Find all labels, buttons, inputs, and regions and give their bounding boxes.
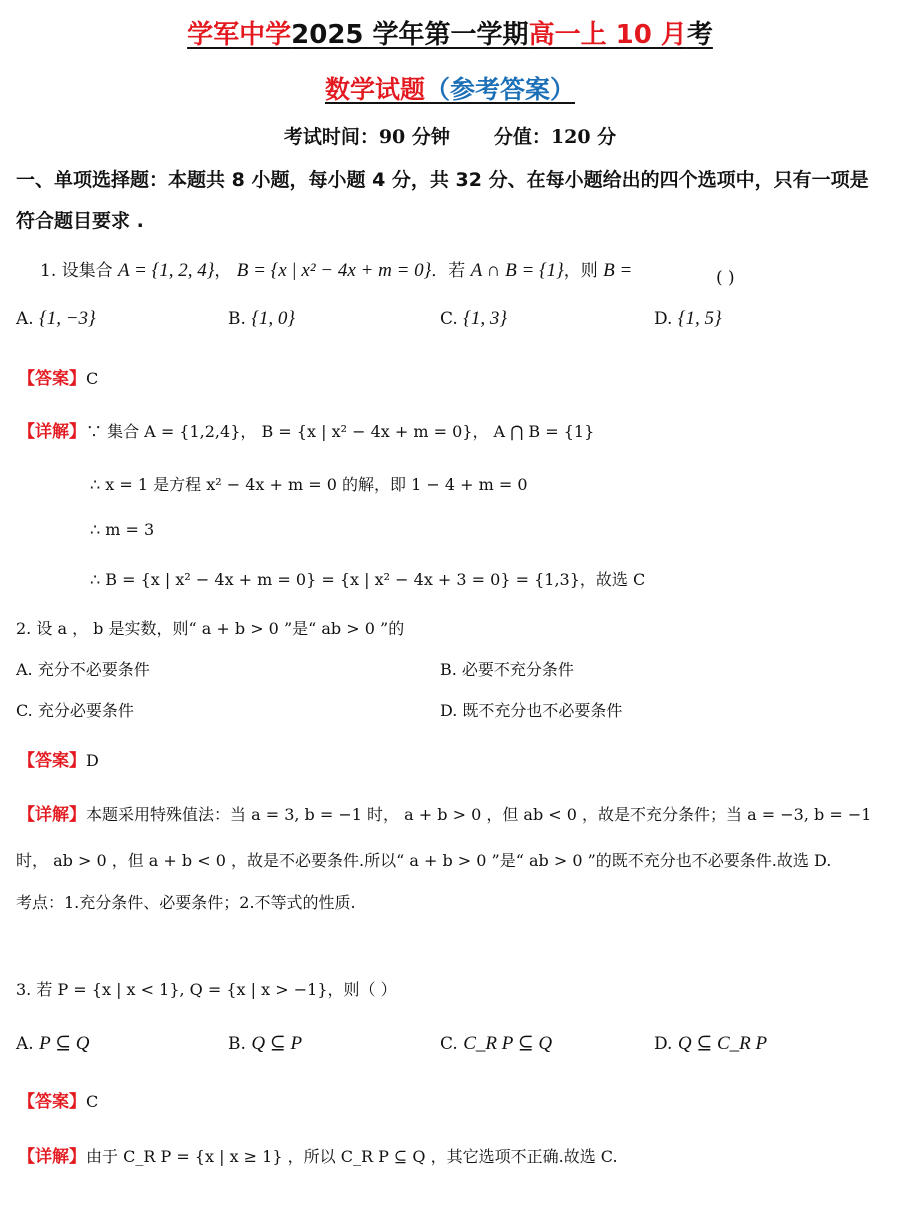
q3-option-a-value: P ⊆ Q [39,1033,90,1054]
subtitle-subject: 数学试题 [324,75,425,104]
q3-option-a-label: A. [16,1034,34,1054]
q3-option-c [440,1032,552,1055]
q3-option-b-value: Q ⊆ P [251,1033,303,1054]
q2-option-b: B. 必要不充分条件 [440,660,574,679]
q1-option-d-label: D. [654,309,673,329]
q3-detail-line-1 [18,1142,618,1167]
q2-detail-line-1 [18,800,871,825]
q1-option-b [228,308,295,330]
q1-option-b-label: B. [228,309,246,329]
q3-option-d [654,1032,767,1055]
q3-option-a [16,1032,90,1055]
q1-set-a: A = {1, 2, 4} [118,260,215,281]
q1-sep1: ， [214,261,232,281]
q3-option-b [228,1032,302,1055]
q3-detail-tag: 【详解】 [18,1147,86,1167]
q1-option-b-value: {1, 0} [251,308,296,329]
page-title [0,14,900,51]
exam-info [0,122,900,149]
q1-paren: ( ) [716,268,735,288]
q3-option-c-label: C. [440,1034,458,1054]
subtitle-answer-key: （参考答案） [425,75,576,104]
exam-score: 分值：120 分 [493,126,617,148]
q1-detail-tag: 【详解】 [18,422,86,442]
q1-detail-3: ∴ m = 3 [90,520,155,539]
q1-option-c-value: {1, 3} [463,308,507,329]
q2-stem: 2. 设 a ， b 是实数，则“ a + b > 0 ”是“ ab > 0 ”的 [16,619,405,638]
q1-detail-2: ∴ x = 1 是方程 x² − 4x + m = 0 的解，即 1 − 4 + m = 0 [90,475,528,494]
q2-answer [18,746,99,771]
q1-detail-1: ∵ 集合 A = {1,2,4}， B = {x | x² − 4x + m = 0}， A ⋂ B = {1} [86,422,595,441]
q3-option-d-label: D. [654,1034,673,1054]
q1-detail-4: ∴ B = {x | x² − 4x + m = 0} = {x | x² − 4x + 3 = 0} = {1,3}，故选 C [90,570,646,589]
q2-answer-value: D [86,751,99,770]
q1-option-d-value: {1, 5} [677,308,722,329]
q2-detail-1: 本题采用特殊值法：当 a = 3, b = −1 时， a + b > 0 ，但 ab < 0 ，故是不充分条件；当 a = −3, b = −1 [86,805,872,824]
title-term: 2025 学年第一学期 [291,20,529,50]
exam-time: 考试时间：90 分钟 [283,126,450,148]
q3-option-b-label: B. [228,1034,246,1054]
q1-option-c-label: C. [440,309,458,329]
q1-option-d [654,308,722,330]
title-exam: 考 [686,20,713,50]
q2-detail-2: 时， ab > 0 ，但 a + b < 0 ，故是不必要条件.所以“ a + b > 0 ”是“ ab > 0 ”的既不充分也不必要条件.故选 D. [16,851,832,870]
q2-option-c: C. 充分必要条件 [16,701,134,720]
q3-option-d-value: Q ⊆ C_R P [677,1033,768,1054]
q3-stem: 3. 若 P = {x | x < 1}, Q = {x | x > −1}，则（ ） [16,980,397,999]
q1-option-c [440,308,507,330]
q1-sep3: ，则 [563,261,598,281]
q2-detail-3: 考点：1.充分条件、必要条件；2.不等式的性质. [16,893,356,912]
q3-detail-1: 由于 C_R P = {x | x ≥ 1} ，所以 C_R P ⊆ Q ，其它选项不正确.故选 C. [86,1147,618,1166]
q3-answer-value: C [86,1092,99,1111]
q1-detail-line-1 [18,417,594,442]
q2-option-a: A. 充分不必要条件 [16,660,150,679]
q2-detail-tag: 【详解】 [18,805,86,825]
section-heading: 一、单项选择题：本题共 8 小题，每小题 4 分，共 32 分、在每小题给出的四个选项中，只有一项是符合题目要求 . [16,169,869,232]
q1-answer [18,364,98,389]
q1-option-a-value: {1, −3} [39,308,96,329]
title-school: 学军中学 [187,20,292,50]
q1-b-equals: B = [603,260,633,281]
q1-stem [40,256,632,282]
q2-answer-tag: 【答案】 [18,751,86,771]
q2-option-d: D. 既不充分也不必要条件 [440,701,623,720]
q1-answer-tag: 【答案】 [18,369,86,389]
q3-answer [18,1087,98,1112]
title-grade: 高一上 10 月 [528,20,687,50]
q3-option-c-value: C_R P ⊆ Q [463,1033,553,1054]
q1-sep2: ．若 [431,261,466,281]
q1-stem-text: 1. 设集合 [40,261,113,281]
q1-option-a-label: A. [16,309,34,329]
page-subtitle [0,70,900,106]
q3-answer-tag: 【答案】 [18,1092,86,1112]
q1-set-b: B = {x | x² − 4x + m = 0} [236,260,432,281]
q1-intersection: A ∩ B = {1} [470,260,564,281]
q1-answer-value: C [86,369,99,388]
q1-option-a [16,308,96,330]
